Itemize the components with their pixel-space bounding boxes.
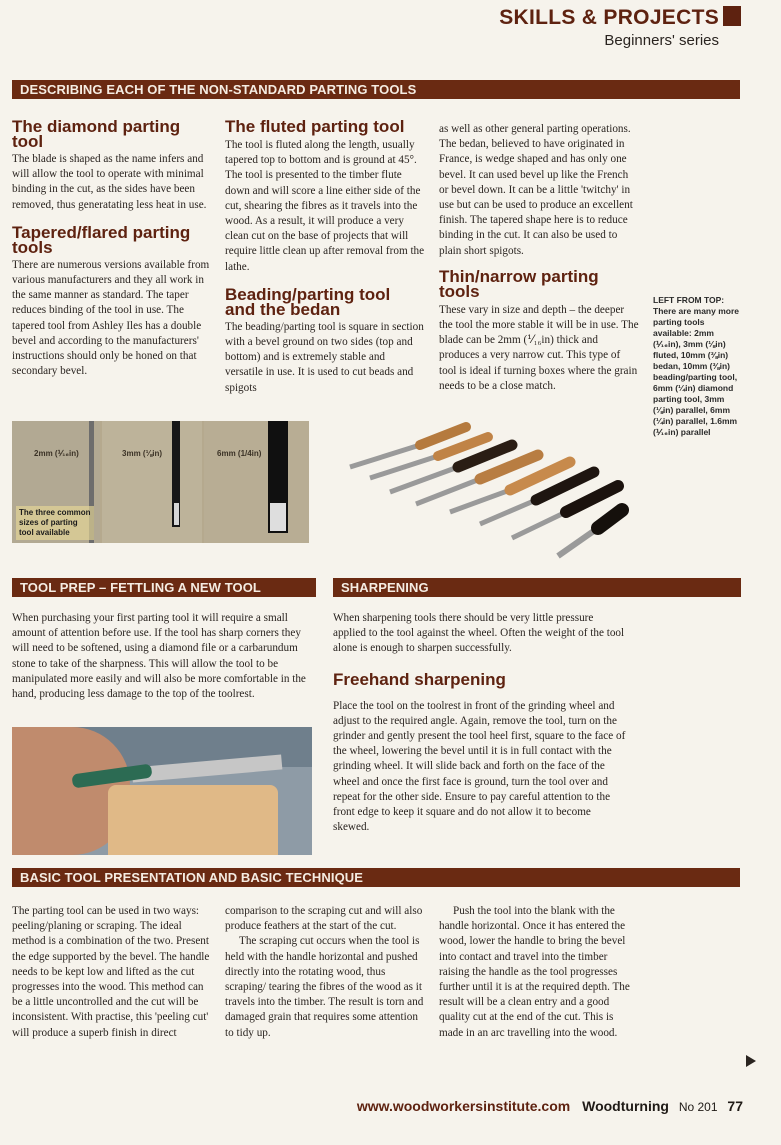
column-3: [439, 122, 639, 394]
section-title: SKILLS & PROJECTS: [499, 6, 719, 29]
column-1: [12, 119, 212, 379]
footer-issue: No 201: [678, 1100, 718, 1114]
section-header: [499, 6, 741, 49]
band-toolprep: TOOL PREP – FETTLING A NEW TOOL: [12, 578, 316, 597]
footer-url: www.woodworkersinstitute.com: [356, 1098, 571, 1114]
tool-6mm-tip: [270, 503, 286, 531]
tapered-body: There are numerous versions available from various manufacturers and they all work in the same manner as standard. The taper reduces binding of the tool in use. The tapered tool from Ashley Iles has a double bevel and according to the manufacturers' instructions should only be honed on that secondary bevel.: [12, 258, 210, 378]
footer-magazine: Woodturning: [582, 1098, 669, 1114]
photo-fettling: [12, 727, 312, 855]
label-6mm: 6mm (1/4in): [217, 449, 262, 458]
photo-three-sizes: [12, 421, 309, 543]
beading-body-cont: as well as other general parting operations. The bedan, believed to have originated in France, is wedge shaped and has only one bevel. It can used bevel up like the French or bevel down. It can be a little 'twitchy' in use but can be used to produce an excellent finish. The tapered shape here is to reduce binding in the cut. It can also be used to plain short spigots.: [439, 123, 633, 257]
photo-panel-3mm: [102, 421, 202, 543]
series-title: Beginners' series: [604, 32, 719, 49]
sharpening-section: [333, 611, 626, 835]
fluted-title: The fluted parting tool: [225, 117, 405, 136]
side-caption: LEFT FROM TOP: There are many more parting tools available: 2mm (⅟₁₆in), 3mm (⅛in) fluted, 10mm (⅜in) bedan, 10mm (⅜in) beading/parting tool, 6mm (¼in) diamond parting tool, 3mm (⅛in) parallel, 6mm (¼in) parallel, 1.6mm (⅟₁₆in) parallel: [653, 295, 739, 437]
band-basic: BASIC TOOL PRESENTATION AND BASIC TECHNIQUE: [12, 868, 740, 887]
thin-title: Thin/narrow parting tools: [439, 266, 599, 301]
tool-3mm-tip: [174, 503, 179, 525]
beading-title: Beading/parting tool and the bedan: [225, 284, 391, 319]
band-sharpening: SHARPENING: [333, 578, 741, 597]
toolprep-section: [12, 611, 315, 702]
toolprep-body: When purchasing your first parting tool it will require a small amount of attention before use. If the tool has sharp corners they will need to be softened, using a diamond file or a carbarundum stone to take of the sharpness. This will allow the tool to be manipulated more easily and will also be more comfortable in the hand, producing less damage to the top of the toolrest.: [12, 612, 306, 701]
photo-panel-6mm: [204, 421, 309, 543]
fluted-body: The tool is fluted along the length, usually tapered top to bottom and is ground at 45°. The tool is presented to the timber flute down and will score a line either side of the cut, shearing the fibres as it travels into the wood. As a result, it will produce a very clean cut on the base of projects that will require little clean up after removal from the lathe.: [225, 139, 425, 273]
tapered-title: Tapered/flared parting tools: [12, 222, 191, 257]
basic-col3-body: Push the tool into the blank with the handle horizontal. Once it has entered the wood, lower the handle to bring the bevel into contact and travel into the timber raising the handle as the tool progresses further until it is at the required depth. The result will be a clean entry and a good quality cut at the end of the cut. This is made in an arc travelling into the wood.: [439, 905, 630, 1039]
basic-col-3: [439, 904, 639, 1041]
freehand-title: Freehand sharpening: [333, 669, 506, 689]
basic-col2b-body: The scraping cut occurs when the tool is held with the handle horizontal and pushed directly into the rotating wood, thus scraping/ tearing the fibres of the wood as it travels into the timber. The result is torn and damaged grain that requires some attention to tidy up.: [225, 935, 424, 1039]
diamond-title: The diamond parting tool: [12, 117, 181, 151]
freehand-body: Place the tool on the toolrest in front of the grinding wheel and adjust to the required angle. Again, remove the tool, turn on the grinder and gently present the tool heel first, square to the face of the wheel, lowering the bevel until it is in full contact with the grinding wheel. It will slide back and forth on the face of the wheel and once the first face is ground, turn the tool over and repeat for the other side. Ensure to pay careful attention to the front edge to keep it square and do not allow it to become skewed.: [333, 699, 626, 834]
band-describing: DESCRIBING EACH OF THE NON-STANDARD PARTING TOOLS: [12, 80, 740, 99]
footer-page-number: 77: [727, 1098, 743, 1114]
photo2-wood: [108, 785, 278, 855]
column-2: [225, 119, 425, 396]
basic-col1-body: The parting tool can be used in two ways: peeling/planing or scraping. The ideal method is a combination of the two. Present the edge supported by the bevel. The handle needs to be kept low and lifted as the cut progresses into the wood. This method can be a little uncontrolled and the cut will be inconsistent. With practise, this 'peeling cut' will produce a superb finish in direct: [12, 905, 210, 1039]
label-3mm: 3mm (⅛in): [122, 449, 163, 458]
photo-eight-tools: [340, 412, 640, 562]
label-2mm: 2mm (⅟₁₆in): [34, 449, 79, 458]
page-footer: [357, 1098, 743, 1114]
continue-arrow-icon: [745, 1054, 757, 1068]
beading-body: The beading/parting tool is square in section with a bevel ground on two sides (top and bottom) and is extremely stable and versatile in use. It is used to cut beads and spigots: [225, 320, 424, 394]
section-marker: [723, 6, 741, 26]
diamond-body: The blade is shaped as the name infers and will allow the tool to operate with minimal binding in the cut, as the sides have been removed, thus generatating less heat in use.: [12, 153, 207, 211]
basic-col2a-body: comparison to the scraping cut and will also produce feathers at the start of the cut.: [225, 905, 423, 933]
photo1-caption: The three common sizes of parting tool available: [16, 506, 94, 540]
sharpening-intro: When sharpening tools there should be very little pressure applied to the tool against the wheel. Often the weight of the tool alone is enough to sharpen successfully.: [333, 612, 625, 655]
basic-col-2: [225, 904, 425, 1041]
thin-body: These vary in size and depth – the deeper the tool the more stable it will be in use. The blade can be 2mm (⅟₁₆in) thick and produces a very narrow cut. This type of tool is ideal if turning boxes where the grain needs to be a close match.: [439, 303, 639, 392]
basic-col-1: [12, 904, 212, 1041]
